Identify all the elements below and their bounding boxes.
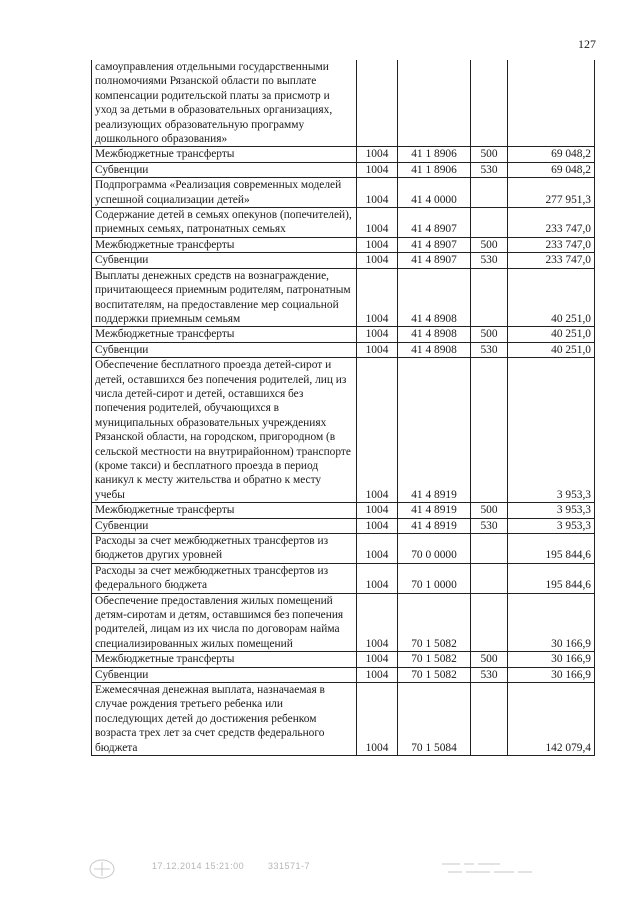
cell-name: Субвенции [92,342,357,357]
cell-name: Межбюджетные трансферты [92,327,357,342]
cell-amount [508,60,595,147]
table-row [92,358,595,503]
cell-section: 1004 [357,683,398,756]
cell-name: Межбюджетные трансферты [92,237,357,252]
cell-name: Подпрограмма «Реализация современных моделей успешной социализации детей» [92,178,357,208]
cell-amount: 30 166,9 [508,593,595,652]
table-row [92,208,595,238]
cell-target-article: 70 1 5082 [398,593,471,652]
cell-name: самоуправления отдельными государственными полномочиями Рязанской области по выплате компенсации родительской платы за присмотр и уход за детьми в образовательных организациях, реализующих образовательную программу дошкольного образования» [92,60,357,147]
cell-name: Содержание детей в семьях опекунов (попечителей), приемных семьях, патронатных семьях [92,208,357,238]
cell-amount: 40 251,0 [508,327,595,342]
cell-section: 1004 [357,237,398,252]
cell-amount: 195 844,6 [508,563,595,593]
faint-watermark-icon [440,858,550,878]
stamp-icon [88,858,116,880]
cell-expense-type [471,208,508,238]
cell-target-article: 41 4 0000 [398,178,471,208]
cell-expense-type [471,563,508,593]
page-number: 127 [578,37,596,51]
cell-target-article: 41 4 8907 [398,253,471,268]
cell-section: 1004 [357,327,398,342]
table-row [92,178,595,208]
cell-target-article: 41 4 8907 [398,208,471,238]
cell-target-article: 70 0 0000 [398,534,471,564]
cell-section: 1004 [357,667,398,682]
table-row [92,237,595,252]
cell-amount: 195 844,6 [508,534,595,564]
cell-amount: 142 079,4 [508,683,595,756]
cell-expense-type [471,358,508,503]
cell-expense-type [471,534,508,564]
table-row [92,503,595,518]
cell-target-article: 41 4 8908 [398,327,471,342]
cell-target-article: 41 4 8919 [398,503,471,518]
cell-amount: 3 953,3 [508,518,595,533]
cell-name: Ежемесячная денежная выплата, назначаемая в случае рождения третьего ребенка или последующих детей до достижения ребенком возраста трех лет за счет средств федерального бюджета [92,683,357,756]
cell-section: 1004 [357,518,398,533]
cell-amount: 40 251,0 [508,268,595,327]
cell-expense-type: 500 [471,237,508,252]
cell-amount: 277 951,3 [508,178,595,208]
table-row [92,60,595,147]
cell-expense-type: 500 [471,503,508,518]
table-row [92,563,595,593]
cell-name: Субвенции [92,162,357,177]
cell-section [357,60,398,147]
cell-name: Межбюджетные трансферты [92,503,357,518]
cell-amount: 30 166,9 [508,652,595,667]
cell-amount: 40 251,0 [508,342,595,357]
cell-section: 1004 [357,253,398,268]
cell-amount: 233 747,0 [508,237,595,252]
cell-expense-type [471,683,508,756]
cell-expense-type: 500 [471,652,508,667]
cell-target-article: 41 4 8908 [398,268,471,327]
cell-amount: 30 166,9 [508,667,595,682]
cell-amount: 3 953,3 [508,358,595,503]
cell-amount: 3 953,3 [508,503,595,518]
budget-table [91,60,595,756]
cell-expense-type: 500 [471,327,508,342]
table-row [92,667,595,682]
footer [88,858,588,888]
cell-expense-type [471,178,508,208]
cell-name: Выплаты денежных средств на вознаграждение, причитающееся приемным родителям, патронатным воспитателям, на предоставление мер социальной поддержки приемным семьям [92,268,357,327]
cell-name: Расходы за счет межбюджетных трансфертов из федерального бюджета [92,563,357,593]
table-row [92,593,595,652]
cell-section: 1004 [357,503,398,518]
cell-section: 1004 [357,208,398,238]
cell-expense-type: 530 [471,342,508,357]
table-row [92,534,595,564]
cell-expense-type: 530 [471,667,508,682]
cell-target-article: 41 1 8906 [398,162,471,177]
cell-section: 1004 [357,534,398,564]
cell-target-article: 41 1 8906 [398,147,471,162]
footer-doc-code: 331571-7 [268,861,311,871]
cell-section: 1004 [357,178,398,208]
cell-amount: 233 747,0 [508,208,595,238]
cell-amount: 69 048,2 [508,147,595,162]
table-row [92,342,595,357]
cell-section: 1004 [357,147,398,162]
cell-section: 1004 [357,268,398,327]
cell-target-article: 41 4 8919 [398,518,471,533]
cell-name: Обеспечение предоставления жилых помещений детям-сиротам и детям, оставшимся без попечения родителей, лицам из их числа по договорам найма специализированных жилых помещений [92,593,357,652]
cell-target-article: 70 1 0000 [398,563,471,593]
cell-target-article: 41 4 8907 [398,237,471,252]
table-row [92,683,595,756]
cell-target-article: 70 1 5082 [398,667,471,682]
cell-expense-type: 530 [471,162,508,177]
cell-expense-type [471,60,508,147]
cell-section: 1004 [357,593,398,652]
table-row [92,268,595,327]
cell-section: 1004 [357,358,398,503]
cell-expense-type [471,593,508,652]
table-row [92,162,595,177]
cell-section: 1004 [357,162,398,177]
table-row [92,518,595,533]
table-row [92,147,595,162]
cell-name: Межбюджетные трансферты [92,147,357,162]
cell-section: 1004 [357,652,398,667]
budget-table-body [92,60,595,756]
cell-target-article [398,60,471,147]
cell-name: Субвенции [92,253,357,268]
table-row [92,652,595,667]
table-row [92,327,595,342]
cell-expense-type: 530 [471,253,508,268]
cell-name: Обеспечение бесплатного проезда детей-сирот и детей, оставшихся без попечения родителей, лиц из числа детей-сирот и детей, оставшихся без попечения родителей, обучающихся в муниципальных образовательных учреждениях Рязанской области, на городском, пригородном (в сельской местности на внутрирайонном) транспорте (кроме такси) и бесплатного проезда в период каникул к месту жительства и обратно к месту учебы [92,358,357,503]
cell-target-article: 70 1 5082 [398,652,471,667]
cell-name: Субвенции [92,667,357,682]
cell-name: Межбюджетные трансферты [92,652,357,667]
cell-name: Субвенции [92,518,357,533]
cell-section: 1004 [357,342,398,357]
cell-expense-type [471,268,508,327]
cell-target-article: 41 4 8908 [398,342,471,357]
cell-amount: 69 048,2 [508,162,595,177]
cell-target-article: 41 4 8919 [398,358,471,503]
cell-amount: 233 747,0 [508,253,595,268]
cell-name: Расходы за счет межбюджетных трансфертов из бюджетов других уровней [92,534,357,564]
cell-expense-type: 500 [471,147,508,162]
table-row [92,253,595,268]
cell-section: 1004 [357,563,398,593]
cell-expense-type: 530 [471,518,508,533]
cell-target-article: 70 1 5084 [398,683,471,756]
footer-timestamp: 17.12.2014 15:21:00 [152,861,245,871]
